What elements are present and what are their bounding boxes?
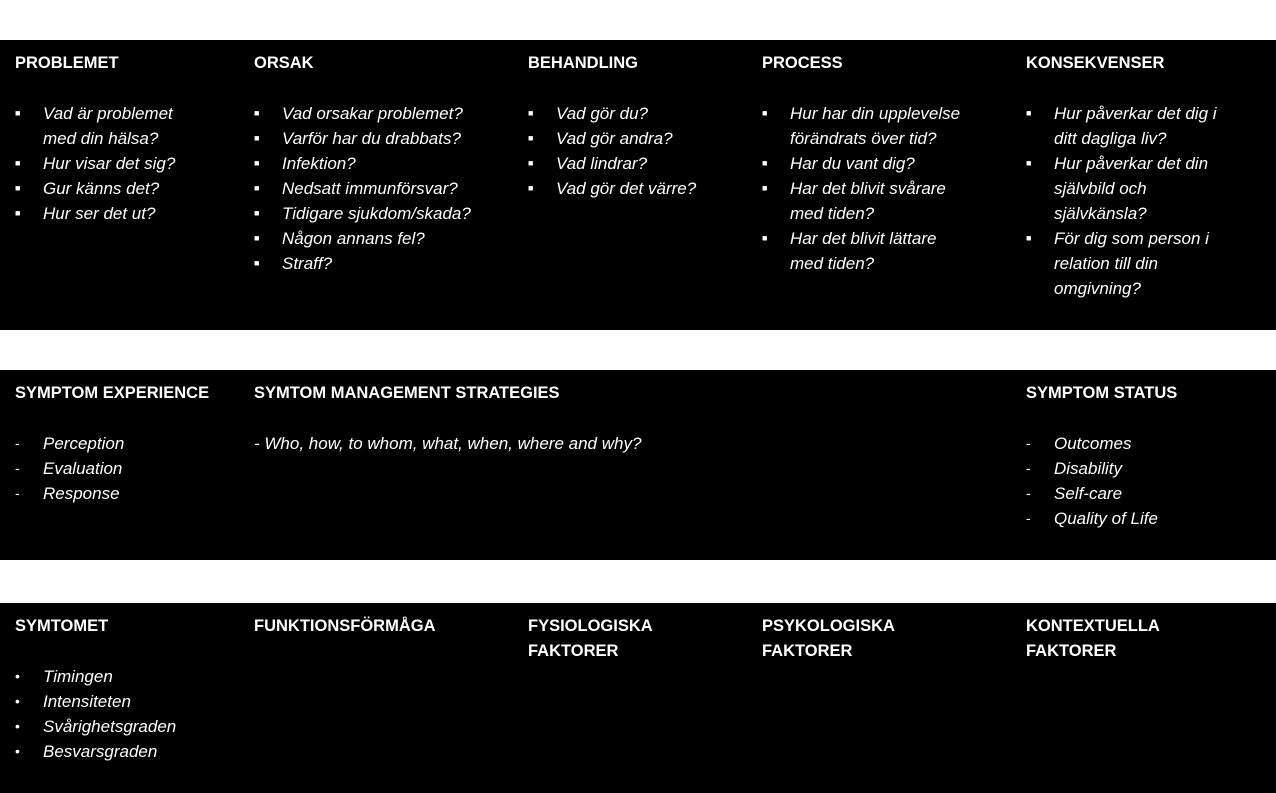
list-item (528, 101, 696, 126)
square-bullet-icon: ■ (762, 233, 768, 243)
list-item-text: Vad gör du? (556, 104, 648, 123)
square-bullet-icon: ■ (528, 183, 534, 193)
column-behandling (528, 51, 696, 201)
list-item-text: För dig som person i relation till din omgivning? (1054, 229, 1209, 298)
list-item (254, 176, 471, 201)
round-bullet-icon: • (15, 743, 20, 759)
column-heading: PROBLEMET (15, 54, 119, 72)
list-item (528, 126, 696, 151)
list-item (254, 251, 471, 276)
square-bullet-icon: ■ (254, 258, 260, 268)
list-item-text: Har det blivit svårare med tiden? (790, 179, 946, 223)
column-heading: SYMTOMET (15, 617, 109, 635)
square-bullet-icon: ■ (254, 183, 260, 193)
dash-bullet-icon: - (15, 485, 20, 501)
list-item (1026, 431, 1177, 456)
column-heading: ORSAK (254, 54, 314, 72)
list-item (15, 151, 175, 176)
column-funktionsförmåga (254, 614, 435, 639)
list-item-text: Response (43, 484, 120, 503)
bullet-list (1026, 431, 1177, 531)
list-item (15, 664, 176, 689)
column-heading: FUNKTIONSFÖRMÅGA (254, 617, 436, 635)
list-item-text: Vad är problemet med din hälsa? (43, 104, 173, 148)
list-item (1026, 506, 1177, 531)
bullet-list (254, 101, 471, 276)
band-illness-perception (0, 40, 1276, 330)
column-text: - Who, how, to whom, what, when, where and why? (254, 434, 642, 453)
list-item-text: Tidigare sjukdom/skada? (282, 204, 471, 223)
bullet-list (528, 101, 696, 201)
bullet-list (1026, 101, 1217, 301)
dash-bullet-icon: - (15, 460, 20, 476)
list-item-text: Någon annans fel? (282, 229, 425, 248)
list-item-text: Perception (43, 434, 125, 453)
list-item-text: Vad gör andra? (556, 129, 673, 148)
list-item (762, 176, 960, 226)
column-heading: SYMPTOM EXPERIENCE (15, 384, 210, 402)
bullet-list (15, 431, 209, 506)
square-bullet-icon: ■ (254, 108, 260, 118)
dash-bullet-icon: - (1026, 510, 1031, 526)
band-symptom-model (0, 370, 1276, 560)
column-psykologiska-faktorer (762, 614, 895, 664)
square-bullet-icon: ■ (762, 183, 768, 193)
list-item-text: Vad lindrar? (556, 154, 648, 173)
list-item (1026, 226, 1217, 301)
list-item (1026, 151, 1217, 226)
list-item-text: Outcomes (1054, 434, 1132, 453)
column-heading: PSYKOLOGISKA FAKTORER (762, 617, 895, 660)
list-item (15, 481, 209, 506)
round-bullet-icon: • (15, 693, 20, 709)
column-symtom-management-strategies (254, 381, 641, 456)
square-bullet-icon: ■ (762, 158, 768, 168)
column-fysiologiska-faktorer (528, 614, 653, 664)
column-heading: PROCESS (762, 54, 843, 72)
list-item (15, 101, 175, 151)
square-bullet-icon: ■ (1026, 233, 1032, 243)
list-item-text: Hur ser det ut? (43, 204, 156, 223)
list-item (1026, 101, 1217, 151)
list-item-text: Hur har din upplevelse förändrats över tid? (790, 104, 961, 148)
list-item (1026, 456, 1177, 481)
list-item (254, 226, 471, 251)
list-item-text: Infektion? (282, 154, 356, 173)
column-heading: KONSEKVENSER (1026, 54, 1165, 72)
column-heading: BEHANDLING (528, 54, 638, 72)
list-item-text: Har det blivit lättare med tiden? (790, 229, 937, 273)
square-bullet-icon: ■ (762, 108, 768, 118)
list-item (762, 151, 960, 176)
list-item (15, 201, 175, 226)
list-item (15, 176, 175, 201)
list-item (15, 714, 176, 739)
square-bullet-icon: ■ (528, 108, 534, 118)
list-item (254, 201, 471, 226)
column-kontextuella-faktorer (1026, 614, 1160, 664)
dash-bullet-icon: - (1026, 435, 1031, 451)
list-item (528, 151, 696, 176)
list-item-text: Hur påverkar det din självbild och självkänsla? (1054, 154, 1209, 223)
list-item (1026, 481, 1177, 506)
column-symtomet (15, 614, 176, 764)
dash-bullet-icon: - (15, 435, 20, 451)
column-problemet (15, 51, 175, 226)
list-item-text: Disability (1054, 459, 1123, 478)
list-item (15, 431, 209, 456)
bullet-list (15, 664, 176, 764)
list-item (254, 151, 471, 176)
dash-bullet-icon: - (1026, 460, 1031, 476)
square-bullet-icon: ■ (528, 133, 534, 143)
column-heading: SYMTOM MANAGEMENT STRATEGIES (254, 384, 560, 402)
square-bullet-icon: ■ (254, 158, 260, 168)
list-item-text: Gur känns det? (43, 179, 160, 198)
list-item-text: Straff? (282, 254, 333, 273)
square-bullet-icon: ■ (528, 158, 534, 168)
list-item-text: Vad orsakar problemet? (282, 104, 463, 123)
square-bullet-icon: ■ (15, 183, 21, 193)
list-item (254, 101, 471, 126)
round-bullet-icon: • (15, 718, 20, 734)
bullet-list (762, 101, 960, 276)
square-bullet-icon: ■ (254, 233, 260, 243)
square-bullet-icon: ■ (15, 208, 21, 218)
list-item (254, 126, 471, 151)
square-bullet-icon: ■ (254, 133, 260, 143)
column-heading: SYMPTOM STATUS (1026, 384, 1178, 402)
square-bullet-icon: ■ (1026, 158, 1032, 168)
list-item (15, 739, 176, 764)
list-item-text: Timingen (43, 667, 113, 686)
list-item (528, 176, 696, 201)
round-bullet-icon: • (15, 668, 20, 684)
band-symptom-factors (0, 603, 1276, 793)
square-bullet-icon: ■ (254, 208, 260, 218)
list-item-text: Varför har du drabbats? (282, 129, 461, 148)
list-item-text: Quality of Life (1054, 509, 1158, 528)
list-item-text: Hur påverkar det dig i ditt dagliga liv? (1054, 104, 1217, 148)
column-process (762, 51, 960, 276)
list-item-text: Hur visar det sig? (43, 154, 176, 173)
list-item-text: Self-care (1054, 484, 1123, 503)
column-heading: FYSIOLOGISKA FAKTORER (528, 617, 653, 660)
list-item-text: Svårighetsgraden (43, 717, 177, 736)
list-item-text: Vad gör det värre? (556, 179, 697, 198)
list-item (762, 101, 960, 151)
column-heading: KONTEXTUELLA FAKTORER (1026, 617, 1160, 660)
square-bullet-icon: ■ (1026, 108, 1032, 118)
square-bullet-icon: ■ (15, 108, 21, 118)
column-konsekvenser (1026, 51, 1217, 301)
list-item-text: Evaluation (43, 459, 123, 478)
column-symptom-status (1026, 381, 1177, 531)
column-orsak (254, 51, 471, 276)
list-item-text: Intensiteten (43, 692, 131, 711)
list-item (762, 226, 960, 276)
list-item-text: Nedsatt immunförsvar? (282, 179, 458, 198)
square-bullet-icon: ■ (15, 158, 21, 168)
dash-bullet-icon: - (1026, 485, 1031, 501)
list-item-text: Besvarsgraden (43, 742, 158, 761)
list-item (15, 689, 176, 714)
list-item (15, 456, 209, 481)
column-symptom-experience (15, 381, 209, 506)
list-item-text: Har du vant dig? (790, 154, 915, 173)
bullet-list (15, 101, 175, 226)
